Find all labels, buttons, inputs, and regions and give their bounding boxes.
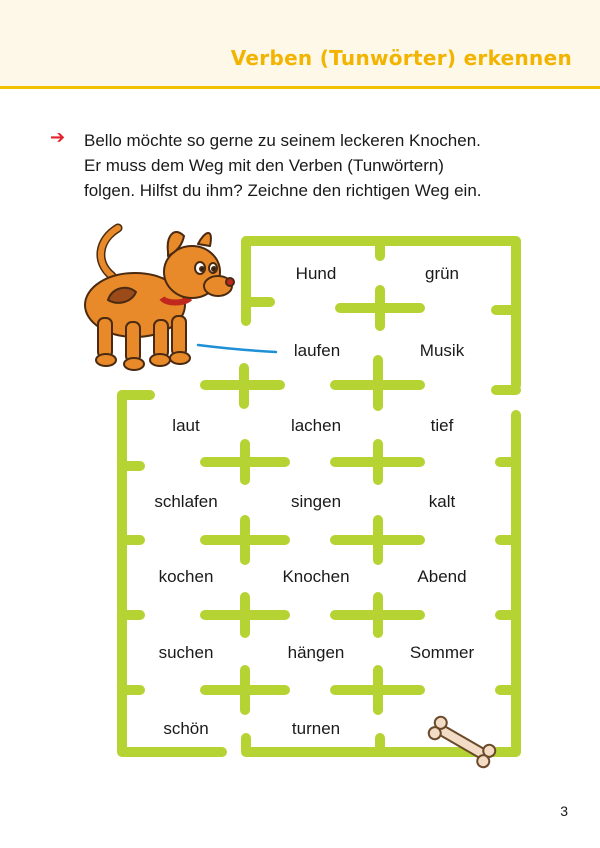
bone-icon bbox=[427, 715, 498, 770]
hedge-plus bbox=[205, 520, 285, 560]
arrow-right-icon: ➔ bbox=[50, 127, 66, 147]
drawn-path-line bbox=[198, 345, 276, 352]
maze-word: lachen bbox=[290, 416, 342, 435]
instruction-line: Bello möchte so gerne zu seinem leckeren Knochen. bbox=[84, 131, 481, 150]
instruction-line: folgen. Hilfst du ihm? Zeichne den richtigen Weg ein. bbox=[84, 181, 482, 200]
dog-icon bbox=[85, 228, 234, 370]
maze-word: singen bbox=[290, 492, 342, 511]
hedge-plus bbox=[205, 670, 285, 710]
maze-word: Hund bbox=[295, 264, 337, 283]
hedge-plus bbox=[335, 520, 420, 560]
maze-word: hängen bbox=[287, 643, 345, 662]
maze-word: Musik bbox=[419, 341, 465, 360]
maze-word: Abend bbox=[417, 567, 467, 586]
hedge-plus bbox=[335, 597, 420, 633]
maze-word: Sommer bbox=[409, 643, 475, 662]
hedge-plus bbox=[205, 597, 285, 633]
hedge-plus bbox=[335, 360, 420, 406]
maze-word: turnen bbox=[291, 719, 341, 738]
hedge-plus bbox=[335, 670, 420, 710]
hedge-plus bbox=[335, 444, 420, 480]
maze-word: laut bbox=[172, 416, 200, 435]
maze-word: tief bbox=[430, 416, 454, 435]
maze-word: grün bbox=[424, 264, 460, 283]
maze-word: schön bbox=[163, 719, 209, 738]
hedge-plus bbox=[205, 368, 280, 404]
hedge-plus bbox=[340, 290, 420, 326]
maze-word: schlafen bbox=[154, 492, 218, 511]
instruction-line: Er muss dem Weg mit den Verben (Tunwörtern) bbox=[84, 156, 444, 175]
maze-word: kalt bbox=[428, 492, 456, 511]
maze-word: kochen bbox=[158, 567, 214, 586]
page-title: Verben (Tunwörter) erkennen bbox=[230, 46, 572, 70]
maze-word: suchen bbox=[158, 643, 214, 662]
maze-word: laufen bbox=[293, 341, 341, 360]
page-number: 3 bbox=[560, 803, 568, 819]
hedge-plus bbox=[205, 444, 285, 480]
maze-word: Knochen bbox=[282, 567, 350, 586]
